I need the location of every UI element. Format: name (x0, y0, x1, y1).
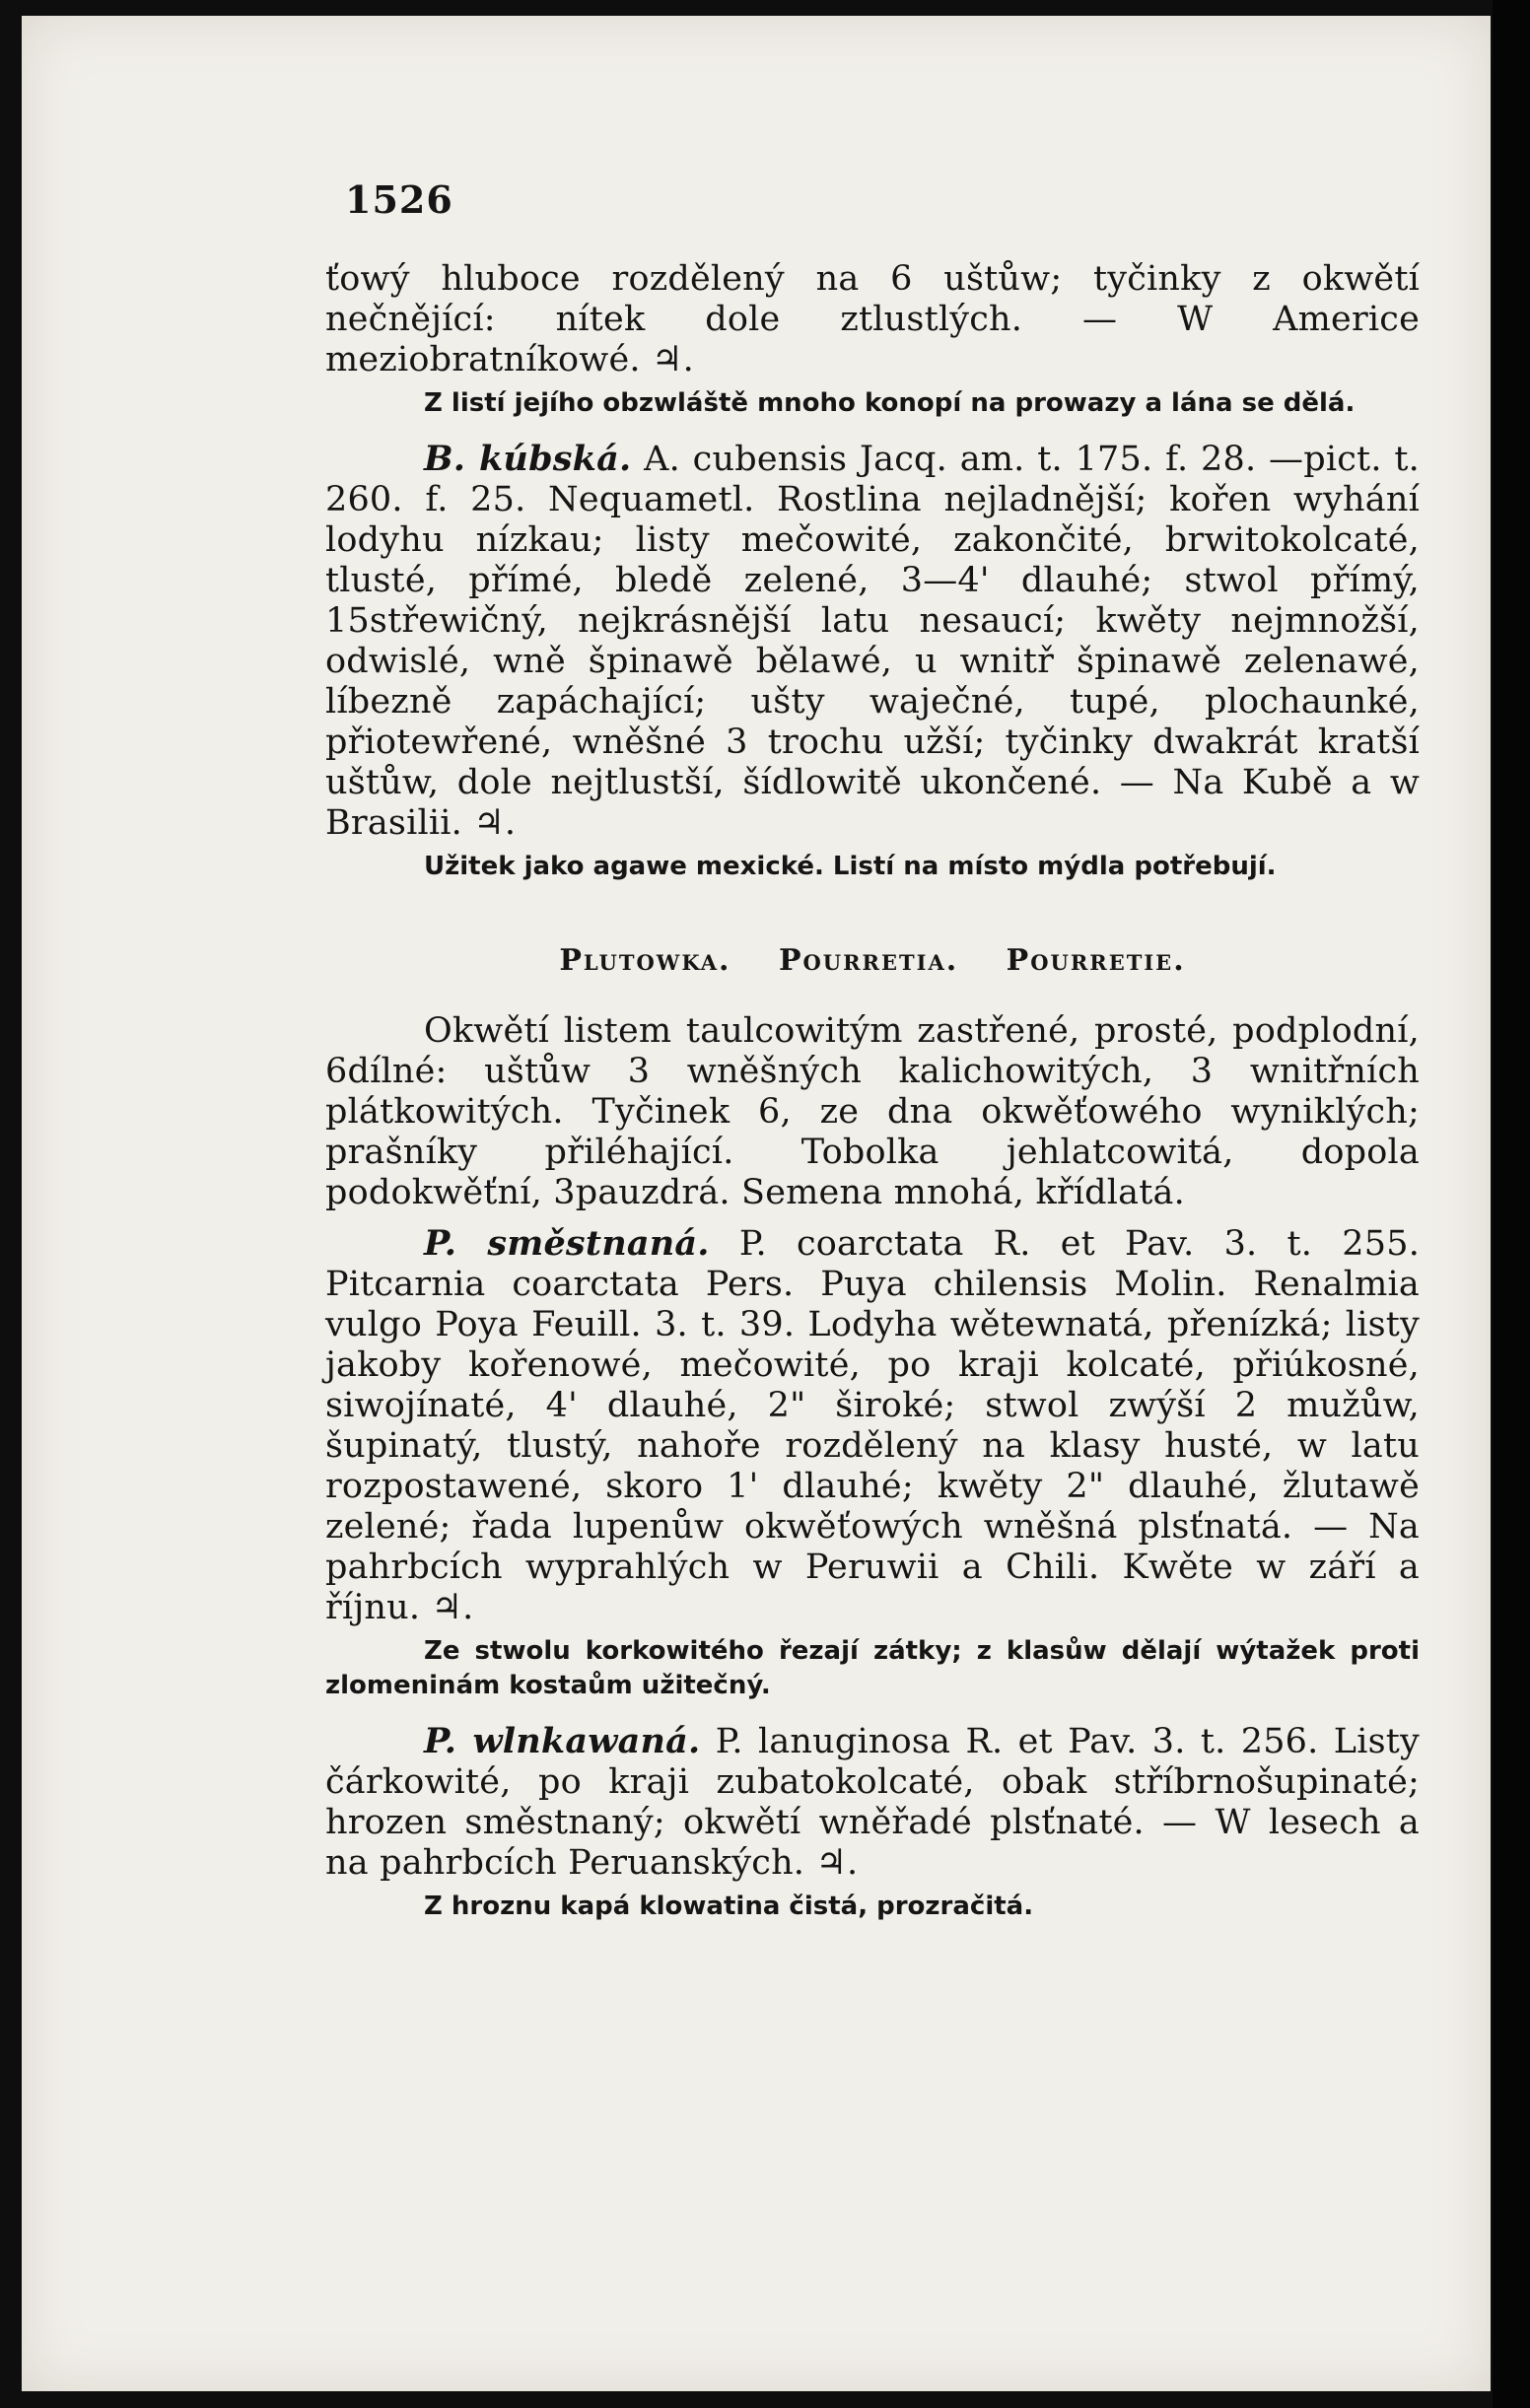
genus-heading (325, 943, 1420, 978)
scan-edge (1493, 0, 1530, 2408)
genus-heading-alt: Pourretie. (1006, 943, 1186, 978)
species-1-entry (325, 439, 1420, 844)
species-2-note: Ze stwolu korkowitého řezají zátky; z klasůw dělají wýtažek proti zlomeninám kostaům užitečný. (325, 1636, 1420, 1700)
species-3-note: Z hroznu kapá klowatina čistá, prozračitá. (424, 1892, 1034, 1921)
species-2-entry (325, 1223, 1420, 1628)
intro-note: Z listí jejího obzwláště mnoho konopí na prowazy a lána se dělá. (424, 388, 1356, 418)
species-1-description: A. cubensis Jacq. am. t. 175. f. 28. —pict. t. 260. f. 25. Nequametl. Rostlina nejladnější; kořen wyhání lodyhu nízkau; listy mečowité, zakončité, brwitokolcaté, tlusté, přímé, bledě zelené, 3—4' dlauhé; stwol přímý, 15střewičný, nejkrásnější latu nesaucí; kwěty nejmnožší, odwislé, wně špinawě bělawé, u wnitř špinawě zelenawé, líbezně zapáchající; ušty waječné, tupé, plochaunké, přiotewřené, wněšné 3 trochu užší; tyčinky dwakrát kratší uštůw, dole nejtlustší, šídlowitě ukončené. — Na Kubě a w Brasilii. ♃. (325, 440, 1420, 843)
genus-heading-czech: Plutowka. (559, 943, 731, 978)
genus-heading-latin: Pourretia. (778, 943, 959, 978)
species-1-name: B. kúbská. (424, 439, 632, 479)
page-number: 1526 (345, 177, 453, 222)
genus-description: Okwětí listem taulcowitým zastřené, prosté, podplodní, 6dílné: uštůw 3 wněšných kalichowitých, 3 wnitřních plátkowitých. Tyčinek 6, ze dna okwěťowého wyniklých; prašníky přiléhající. Tobolka jehlatcowitá, dopola podokwěťní, 3pauzdrá. Semena mnohá, křídlatá. (325, 1011, 1420, 1212)
page-text (325, 148, 1420, 1932)
species-1-note: Užitek jako agawe mexické. Listí na místo mýdla potřebují. (424, 852, 1277, 881)
species-2-description: P. coarctata R. et Pav. 3. t. 255. Pitcarnia coarctata Pers. Puya chilensis Molin. Renalmia vulgo Poya Feuill. 3. t. 39. Lodyha wětewnatá, přenízká; listy jakoby kořenowé, mečowité, po kraji kolcaté, přiúkosné, siwojínaté, 4' dlauhé, 2" široké; stwol zwýší 2 mužůw, šupinatý, tlustý, nahoře rozdělený na klasy husté, w latu rozpostawené, skoro 1' dlauhé; kwěty 2" dlauhé, žlutawě zelené; řada lupenůw okwěťowých wněšná plsťnatá. — Na pahrbcích wyprahlých w Peruwii a Chili. Kwěte w září a říjnu. ♃. (325, 1224, 1421, 1627)
species-3-name: P. wlnkawaná. (424, 1721, 701, 1761)
species-2-name: P. směstnaná. (424, 1223, 710, 1264)
species-3-description: P. lanuginosa R. et Pav. 3. t. 256. Listy čárkowité, po kraji zubatokolcaté, obak stříbrnošupinaté; hrozen směstnaný; okwětí wněřadé plsťnaté. — W lesech a na pahrbcích Peruanských. ♃. (325, 1722, 1420, 1883)
species-3-entry (325, 1721, 1420, 1884)
intro-paragraph: ťowý hluboce rozdělený na 6 uštůw; tyčinky z okwětí nečnějící: nítek dole ztlustlých. — W Americe meziobratníkowé. ♃. (325, 259, 1420, 379)
